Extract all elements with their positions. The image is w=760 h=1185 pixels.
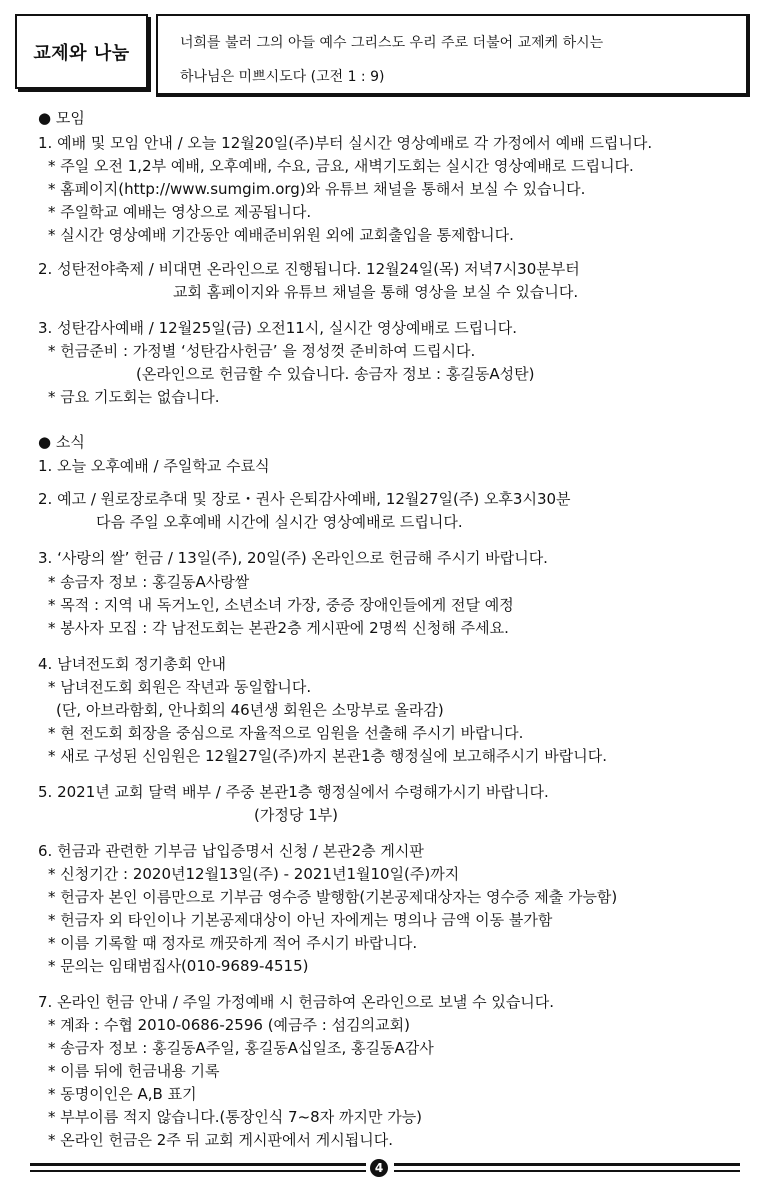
notice-detail: * 부부이름 적지 않습니다.(통장인식 7~8자 까지만 가능) (48, 1108, 423, 1126)
notice-detail: (단, 아브라함회, 안나회의 46년생 회원은 소망부로 올라감) (56, 701, 444, 719)
notice-detail: * 금요 기도회는 없습니다. (48, 388, 220, 406)
notice-item: 3. 성탄감사예배 / 12월25일(금) 오전11시, 실시간 영상예배로 드립니다. (38, 319, 518, 337)
notice-item: 4. 남녀전도회 정기총회 안내 (38, 655, 227, 673)
notice-detail: * 봉사자 모집 : 각 남전도회는 본관2층 게시판에 2명씩 신청해 주세요. (48, 619, 509, 637)
notice-detail: * 송금자 정보 : 홍길동A사랑쌀 (48, 573, 250, 591)
notice-item: 6. 헌금과 관련한 기부금 납입증명서 신청 / 본관2층 게시판 (38, 842, 424, 860)
notice-detail: * 홈페이지(http://www.sumgim.org)와 유튜브 채널을 통해서 보실 수 있습니다. (48, 180, 586, 198)
notice-item: 1. 오늘 오후예배 / 주일학교 수료식 (38, 457, 270, 475)
notice-detail: * 신청기간 : 2020년12월13일(주) - 2021년1월10일(주)까지 (48, 865, 460, 883)
notice-item: 1. 예배 및 모임 안내 / 오늘 12월20일(주)부터 실시간 영상예배로 각 가정에서 예배 드립니다. (38, 134, 653, 152)
notice-detail: (가정당 1부) (254, 806, 338, 824)
verse-line-1: 너희를 불러 그의 아들 예수 그리스도 우리 주로 더불어 교제케 하시는 (180, 35, 604, 51)
footer-rule (30, 1163, 366, 1166)
notice-detail: * 현 전도회 회장을 중심으로 자율적으로 임원을 선출해 주시기 바랍니다. (48, 724, 524, 742)
notice-detail: * 새로 구성된 신임원은 12월27일(주)까지 본관1층 행정실에 보고해주시기 바랍니다. (48, 747, 608, 765)
notice-detail: * 이름 기록할 때 정자로 깨끗하게 적어 주시기 바랍니다. (48, 934, 418, 952)
notice-detail: * 송금자 정보 : 홍길동A주일, 홍길동A십일조, 홍길동A감사 (48, 1039, 434, 1057)
notice-item: 7. 온라인 헌금 안내 / 주일 가정예배 시 헌금하여 온라인으로 보낼 수 있습니다. (38, 993, 555, 1011)
notice-item: 3. ‘사랑의 쌀’ 헌금 / 13일(주), 20일(주) 온라인으로 헌금해 주시기 바랍니다. (38, 549, 548, 567)
verse-line-2: 하나님은 미쁘시도다 (고전 1 : 9) (180, 69, 385, 85)
notice-detail: * 동명이인은 A,B 표기 (48, 1085, 197, 1103)
notice-item: 2. 예고 / 원로장로추대 및 장로・권사 은퇴감사예배, 12월27일(주) 오후3시30분 (38, 490, 571, 508)
section-title: 교제와 나눔 (33, 42, 130, 64)
notice-detail: * 실시간 영상예배 기간동안 예배준비위원 외에 교회출입을 통제합니다. (48, 226, 514, 244)
notice-item: 2. 성탄전야축제 / 비대면 온라인으로 진행됩니다. 12월24일(목) 저녁7시30분부터 (38, 260, 580, 278)
notice-detail: (온라인으로 헌금할 수 있습니다. 송금자 정보 : 홍길동A성탄) (136, 365, 535, 383)
page-number: 4 (374, 1161, 384, 1175)
notice-item: 5. 2021년 교회 달력 배부 / 주중 본관1층 행정실에서 수령해가시기 바랍니다. (38, 783, 549, 801)
section-heading-gatherings: ● 모임 (38, 109, 85, 127)
notice-detail: * 헌금자 본인 이름만으로 기부금 영수증 발행함(기본공제대상자는 영수증 제출 가능함) (48, 888, 618, 906)
notice-detail: * 이름 뒤에 헌금내용 기록 (48, 1062, 220, 1080)
notice-detail: * 문의는 임태범집사(010-9689-4515) (48, 957, 309, 975)
footer-rule (30, 1170, 366, 1172)
page-number-badge (370, 1159, 388, 1177)
notice-detail: * 주일 오전 1,2부 예배, 오후예배, 수요, 금요, 새벽기도회는 실시간 영상예배로 드립니다. (48, 157, 634, 175)
notice-detail: * 헌금준비 : 가정별 ‘성탄감사헌금’ 을 정성껏 준비하여 드립시다. (48, 342, 476, 360)
footer-rule (394, 1170, 740, 1172)
notice-detail: 다음 주일 오후예배 시간에 실시간 영상예배로 드립니다. (96, 513, 463, 531)
notice-detail: * 온라인 헌금은 2주 뒤 교회 게시판에서 게시됩니다. (48, 1131, 393, 1149)
footer-rule (394, 1163, 740, 1166)
notice-detail: * 계좌 : 수협 2010-0686-2596 (예금주 : 섬김의교회) (48, 1016, 410, 1034)
notice-detail: * 남녀전도회 회원은 작년과 동일합니다. (48, 678, 312, 696)
notice-detail: * 헌금자 외 타인이나 기본공제대상이 아닌 자에게는 명의나 금액 이동 불가함 (48, 911, 553, 929)
section-heading-news: ● 소식 (38, 433, 85, 451)
notice-detail: * 주일학교 예배는 영상으로 제공됩니다. (48, 203, 312, 221)
notice-detail: * 목적 : 지역 내 독거노인, 소년소녀 가장, 중증 장애인들에게 전달 예정 (48, 596, 514, 614)
notice-detail: 교회 홈페이지와 유튜브 채널을 통해 영상을 보실 수 있습니다. (173, 283, 579, 301)
